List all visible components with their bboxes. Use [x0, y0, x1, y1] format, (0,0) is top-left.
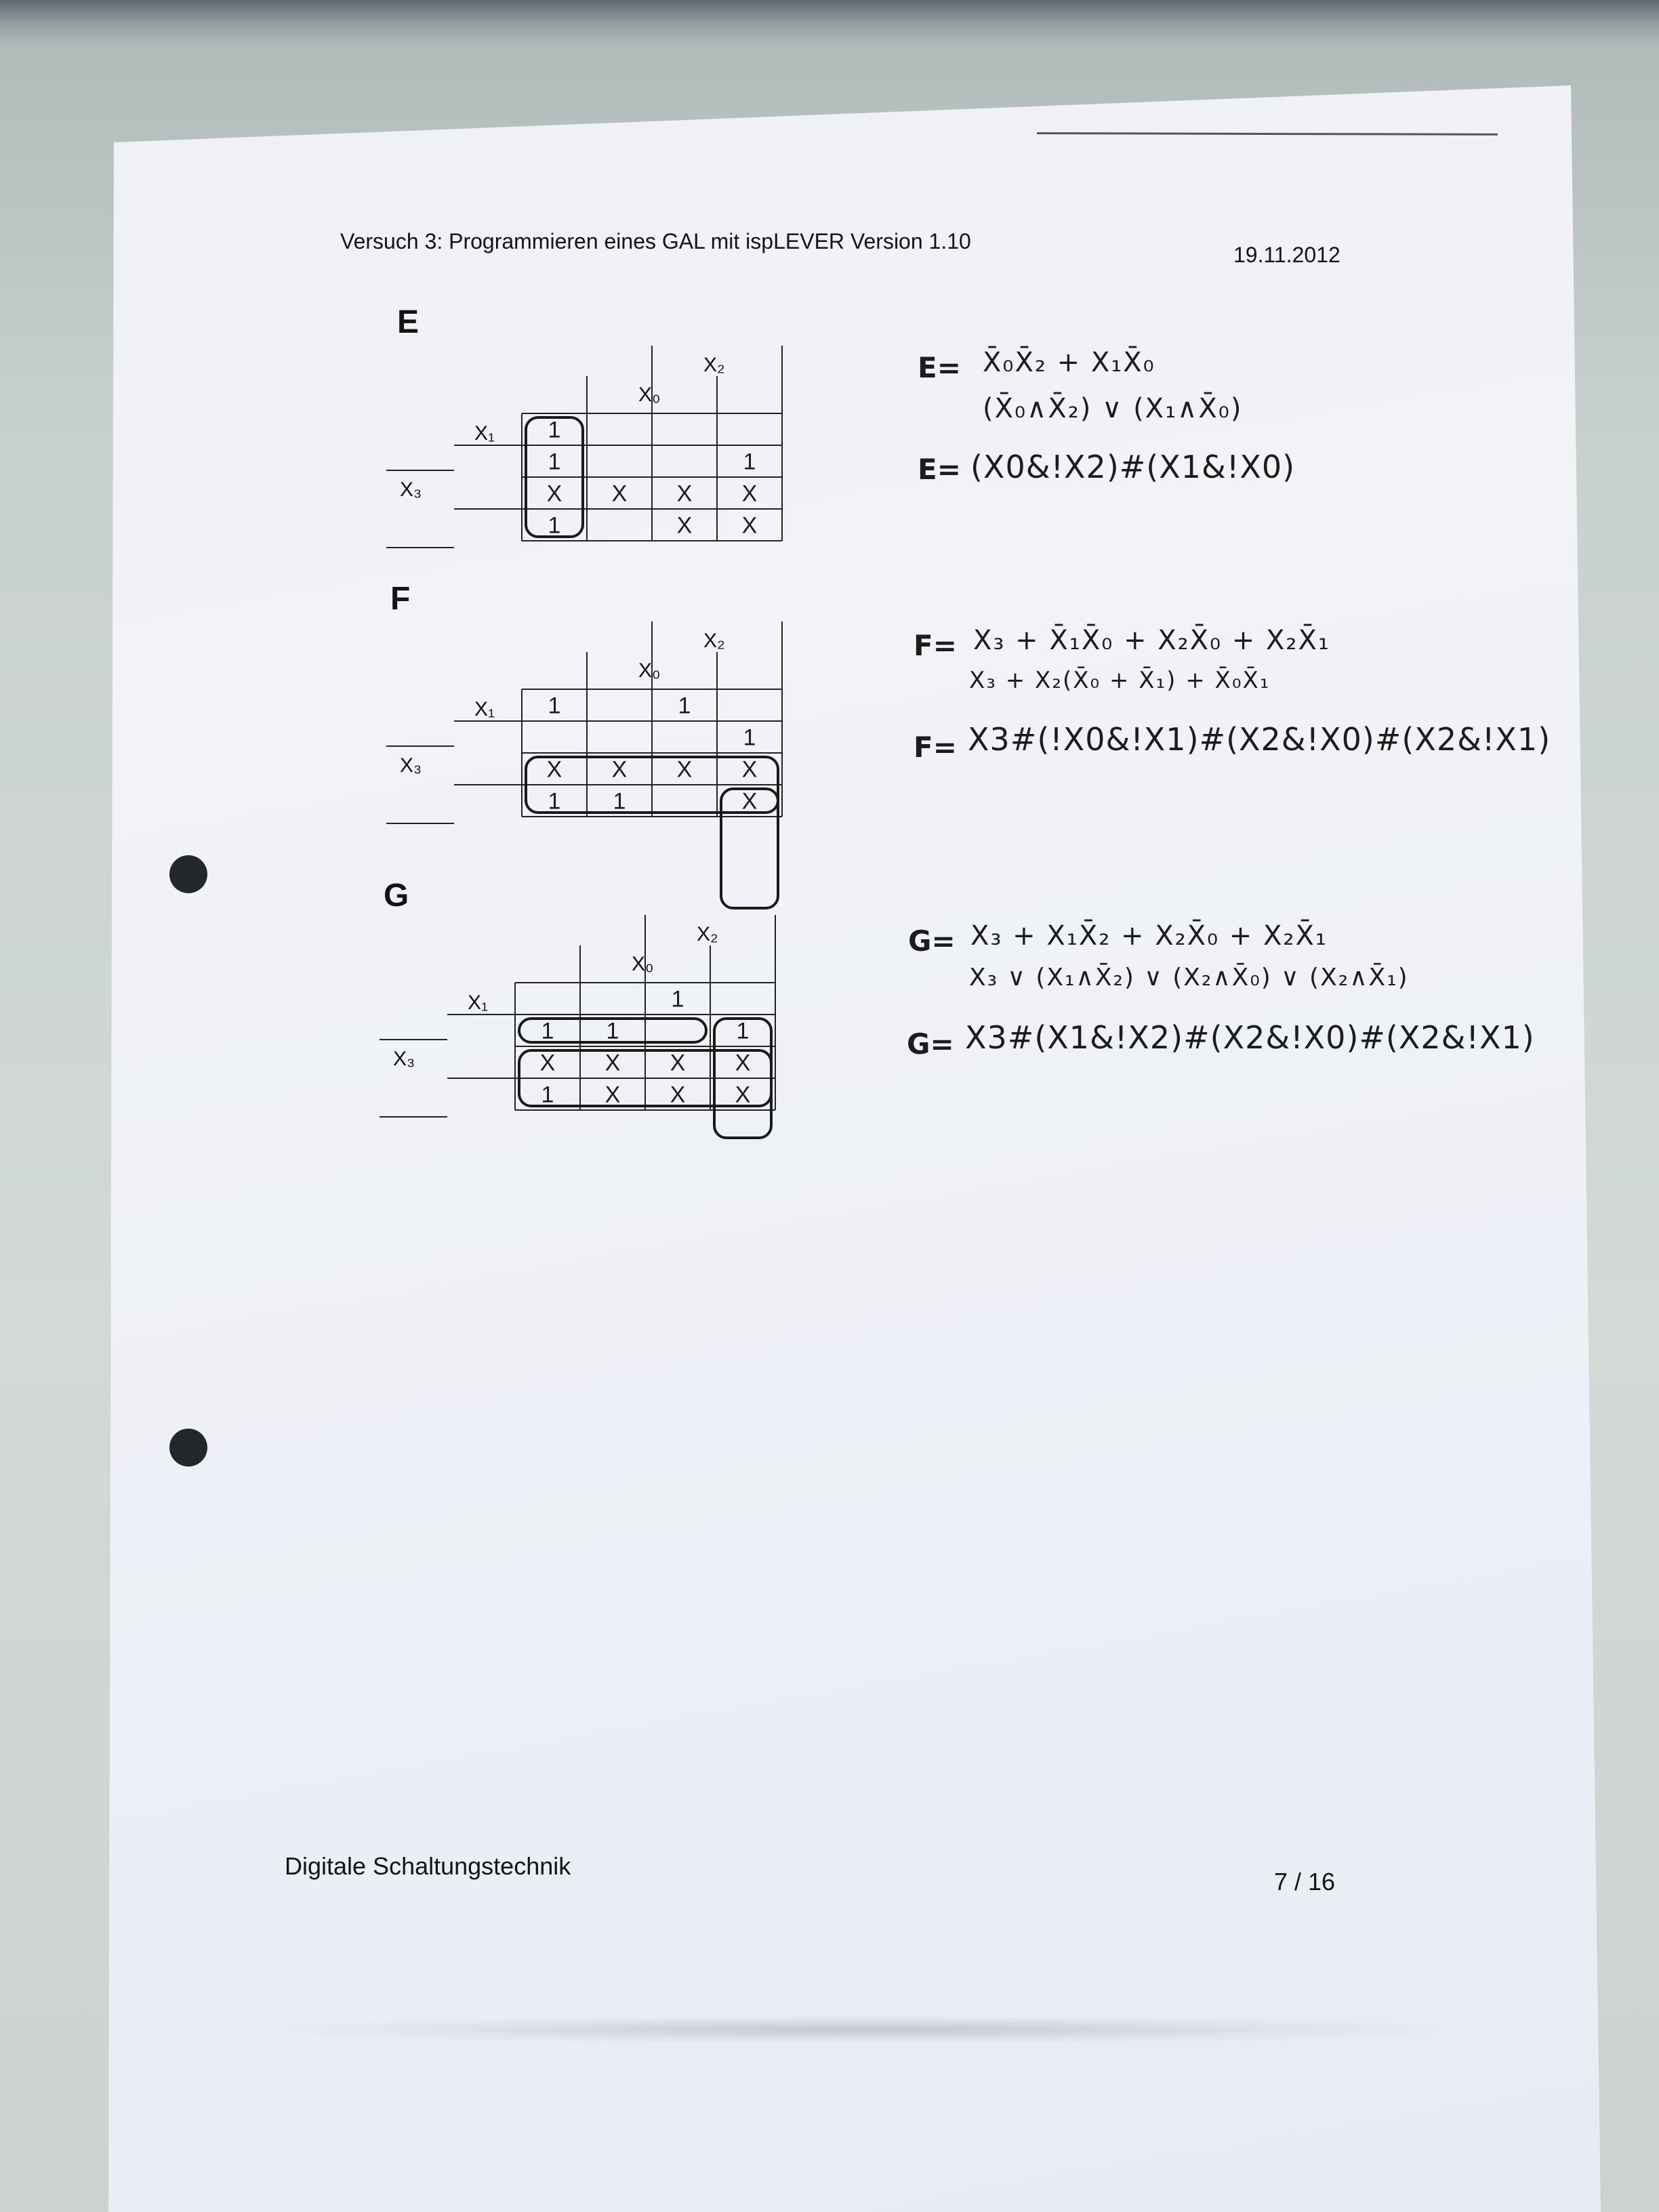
kmap-label-x1: X₁ — [474, 698, 495, 720]
equation-label-g-1: G= — [908, 924, 956, 958]
kmap-cell-value: 1 — [541, 1082, 554, 1108]
kmap-label-x0: X₀ — [638, 659, 661, 682]
kmap-cell-value: X — [735, 1082, 751, 1108]
equation-f-sum: X₃ + X̄₁X̄₀ + X₂X̄₀ + X₂X̄₁ — [973, 625, 1330, 656]
section-label-e: E — [397, 304, 419, 340]
kmap-label-x3: X₃ — [400, 478, 422, 501]
kmap-cell-value: X — [676, 756, 693, 783]
kmap-cell-value: 1 — [606, 1018, 619, 1044]
section-label-g: G — [384, 878, 409, 914]
kmap-cell-value: 1 — [678, 693, 691, 719]
kmap-label-x3: X₃ — [393, 1048, 415, 1070]
kmap-cell-value: X — [735, 1050, 751, 1076]
kmap-label-x1: X₁ — [468, 991, 489, 1014]
equation-label-f-1: F= — [914, 629, 957, 662]
kmap-label-x0: X₀ — [638, 384, 661, 406]
kmap-cell-value: X — [611, 480, 628, 507]
equation-g-final: X3#(X1&!X2)#(X2&!X0)#(X2&!X1) — [965, 1019, 1535, 1056]
kmap-cell-value: X — [676, 480, 693, 507]
kmap-cell-value: 1 — [548, 512, 561, 539]
footer-page-number: 7 / 16 — [1274, 1868, 1336, 1896]
equation-f-factored: X₃ + X₂(X̄₀ + X̄₁) + X̄₀X̄₁ — [969, 667, 1271, 694]
punch-hole-bottom — [169, 1429, 207, 1467]
kmap-cell-value: X — [611, 756, 628, 783]
equation-f-final: X3#(!X0&!X1)#(X2&!X0)#(X2&!X1) — [968, 721, 1551, 758]
equation-label-f-2: F= — [914, 731, 957, 764]
kmap-cell-value: X — [741, 512, 758, 539]
paper-smudge — [285, 2016, 1437, 2043]
kmap-cell-value: 1 — [743, 449, 756, 475]
kmap-f — [366, 618, 813, 848]
kmap-label-x2: X₂ — [697, 923, 718, 945]
kmap-cell-value: X — [546, 480, 562, 507]
header-title: Versuch 3: Programmieren eines GAL mit ispLEVER Version 1.10 — [340, 229, 971, 253]
section-label-f: F — [390, 581, 411, 617]
kmap-label-x2: X₂ — [703, 354, 725, 376]
kmap-cell-value: 1 — [548, 693, 561, 719]
kmap-g — [359, 912, 806, 1149]
equation-g-logic: X₃ ∨ (X₁∧X̄₂) ∨ (X₂∧X̄₀) ∨ (X₂∧X̄₁) — [969, 964, 1409, 991]
kmap-cell-value: X — [605, 1082, 621, 1108]
background-shadow — [0, 0, 1659, 47]
kmap-cell-value: X — [676, 512, 693, 539]
equation-label-e-2: E= — [918, 453, 961, 486]
equation-label-e-1: E= — [918, 351, 961, 384]
kmap-cell-value: 1 — [736, 1018, 750, 1044]
kmap-cell-value: X — [670, 1082, 686, 1108]
equation-g-sum: X₃ + X₁X̄₂ + X₂X̄₀ + X₂X̄₁ — [970, 920, 1328, 951]
footer-course: Digitale Schaltungstechnik — [285, 1852, 571, 1880]
kmap-cell-value: 1 — [548, 449, 561, 475]
kmap-cell-value: 1 — [743, 724, 756, 751]
kmap-cell-value: X — [670, 1050, 686, 1076]
kmap-cell-value: 1 — [541, 1018, 554, 1044]
kmap-label-x3: X₃ — [400, 754, 422, 777]
equation-e-sum: X̄₀X̄₂ + X₁X̄₀ — [983, 347, 1155, 378]
kmap-cell-value: 1 — [613, 788, 626, 815]
kmap-cell-value: X — [546, 756, 562, 783]
kmap-cell-value: X — [539, 1050, 556, 1076]
kmap-cell-value: X — [741, 480, 758, 507]
kmap-label-x2: X₂ — [703, 630, 725, 652]
kmap-cell-value: 1 — [548, 788, 561, 815]
equation-e-logic: (X̄₀∧X̄₂) ∨ (X₁∧X̄₀) — [983, 393, 1243, 424]
kmap-cell-value: 1 — [548, 417, 561, 443]
kmap-label-x0: X₀ — [632, 953, 654, 975]
kmap-cell-value: X — [741, 756, 758, 783]
equation-label-g-2: G= — [907, 1027, 954, 1061]
kmap-cell-value: X — [741, 788, 758, 815]
kmap-label-x1: X₁ — [474, 422, 495, 445]
kmap-cell-value: 1 — [671, 986, 684, 1012]
kmap-e — [366, 342, 813, 566]
kmap-cell-value: X — [605, 1050, 621, 1076]
header-date: 19.11.2012 — [1233, 243, 1340, 267]
punch-hole-top — [169, 855, 207, 893]
equation-e-final: (X0&!X2)#(X1&!X0) — [970, 449, 1296, 485]
